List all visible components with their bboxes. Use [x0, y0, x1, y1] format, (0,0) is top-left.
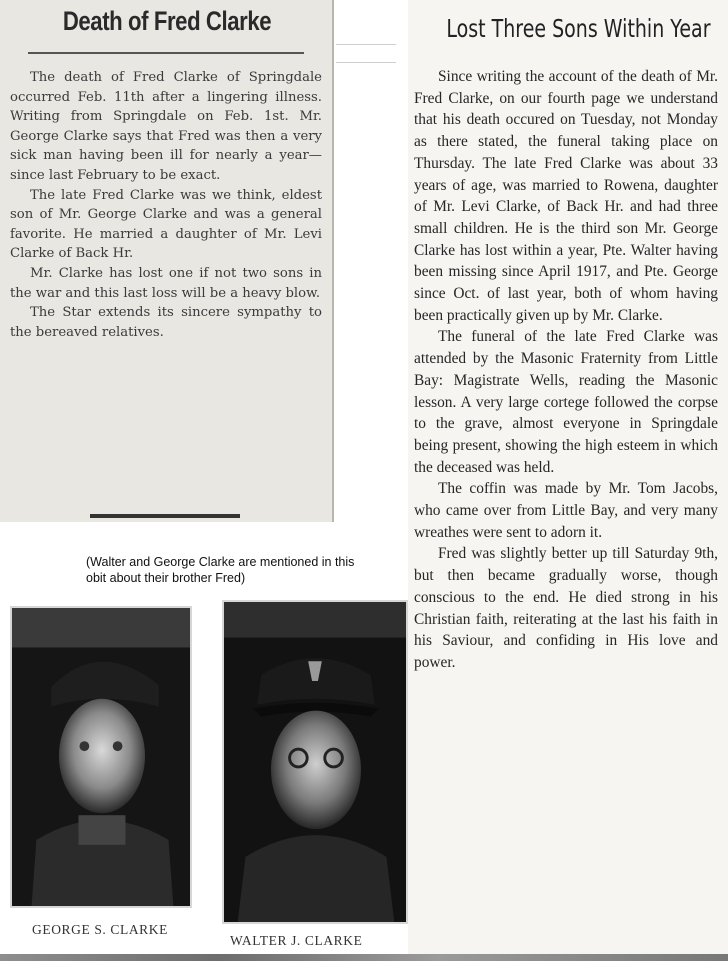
george-clarke-portrait	[10, 606, 192, 908]
death-notice-title: Death of Fred Clarke	[62, 6, 272, 36]
lost-sons-body	[414, 66, 718, 674]
lost-sons-title: Lost Three Sons Within Year	[446, 14, 711, 43]
death-paragraph: Mr. Clarke has lost one if not two sons in the war and this last loss will be a heavy blow.	[10, 265, 322, 301]
death-paragraph: The death of Fred Clarke of Springdale occurred Feb. 11th after a lingering illness. Writing from Springdale on Feb. 1st. Mr. George Clarke says that Fred was then a very sick man having been ill for nearly a year—since last February to be exact.	[10, 70, 322, 183]
lost-paragraph: The funeral of the late Fred Clarke was attended by the Masonic Fraternity from Little Bay: Magistrate Wells, reading the Masonic lesson. A very large cortege followed the corpse to the grave, almost everyone in Springdale being present, showing the high esteem in which the deceased was held.	[414, 328, 718, 476]
end-rule	[90, 514, 240, 518]
lost-paragraph: Fred was slightly better up till Saturday 9th, but then became gradually worse, though conscious to the end. He died strong in his Christian faith, reiterating at the last his faith in his Saviour, and confiding in His love and power.	[414, 545, 718, 671]
soldier-portrait-image	[224, 602, 406, 922]
george-clarke-label: GEORGE S. CLARKE	[32, 922, 168, 937]
divider-line	[336, 62, 396, 63]
title-rule	[28, 52, 304, 54]
bottom-edge-strip	[0, 954, 728, 961]
death-paragraph: The late Fred Clarke was we think, eldest son of Mr. George Clarke and was a general favorite. He married a daughter of Mr. Levi Clarke of Back Hr.	[10, 187, 322, 262]
death-notice-clipping	[0, 0, 334, 522]
death-notice-body	[10, 68, 322, 342]
lost-three-sons-clipping	[408, 0, 728, 961]
death-paragraph: The Star extends its sincere sympathy to the bereaved relatives.	[10, 305, 322, 340]
walter-clarke-portrait	[222, 600, 408, 924]
lost-paragraph: The coffin was made by Mr. Tom Jacobs, who came over from Little Bay, and very many wreathes were sent to adorn it.	[414, 480, 718, 541]
photo-caption-note: (Walter and George Clarke are mentioned in this obit about their brother Fred)	[86, 555, 355, 585]
lost-paragraph: Since writing the account of the death of Mr. Fred Clarke, on our fourth page we understand that his death occured on Tuesday, not Monday as there stated, the funeral taking place on Thursday. The late Fred Clarke was about 33 years of age, was married to Rowena, daughter of Mr. Levi Clarke, of Back Hr. and had three small children. He is the third son Mr. George Clarke has lost within a year, Pte. Walter having been missing since April 1917, and Pte. George since Oct. of last year, both of whom having been practically given up by Mr. Clarke.	[414, 68, 718, 324]
walter-clarke-label: WALTER J. CLARKE	[230, 933, 363, 948]
divider-line	[336, 44, 396, 45]
soldier-portrait-image	[12, 608, 190, 906]
